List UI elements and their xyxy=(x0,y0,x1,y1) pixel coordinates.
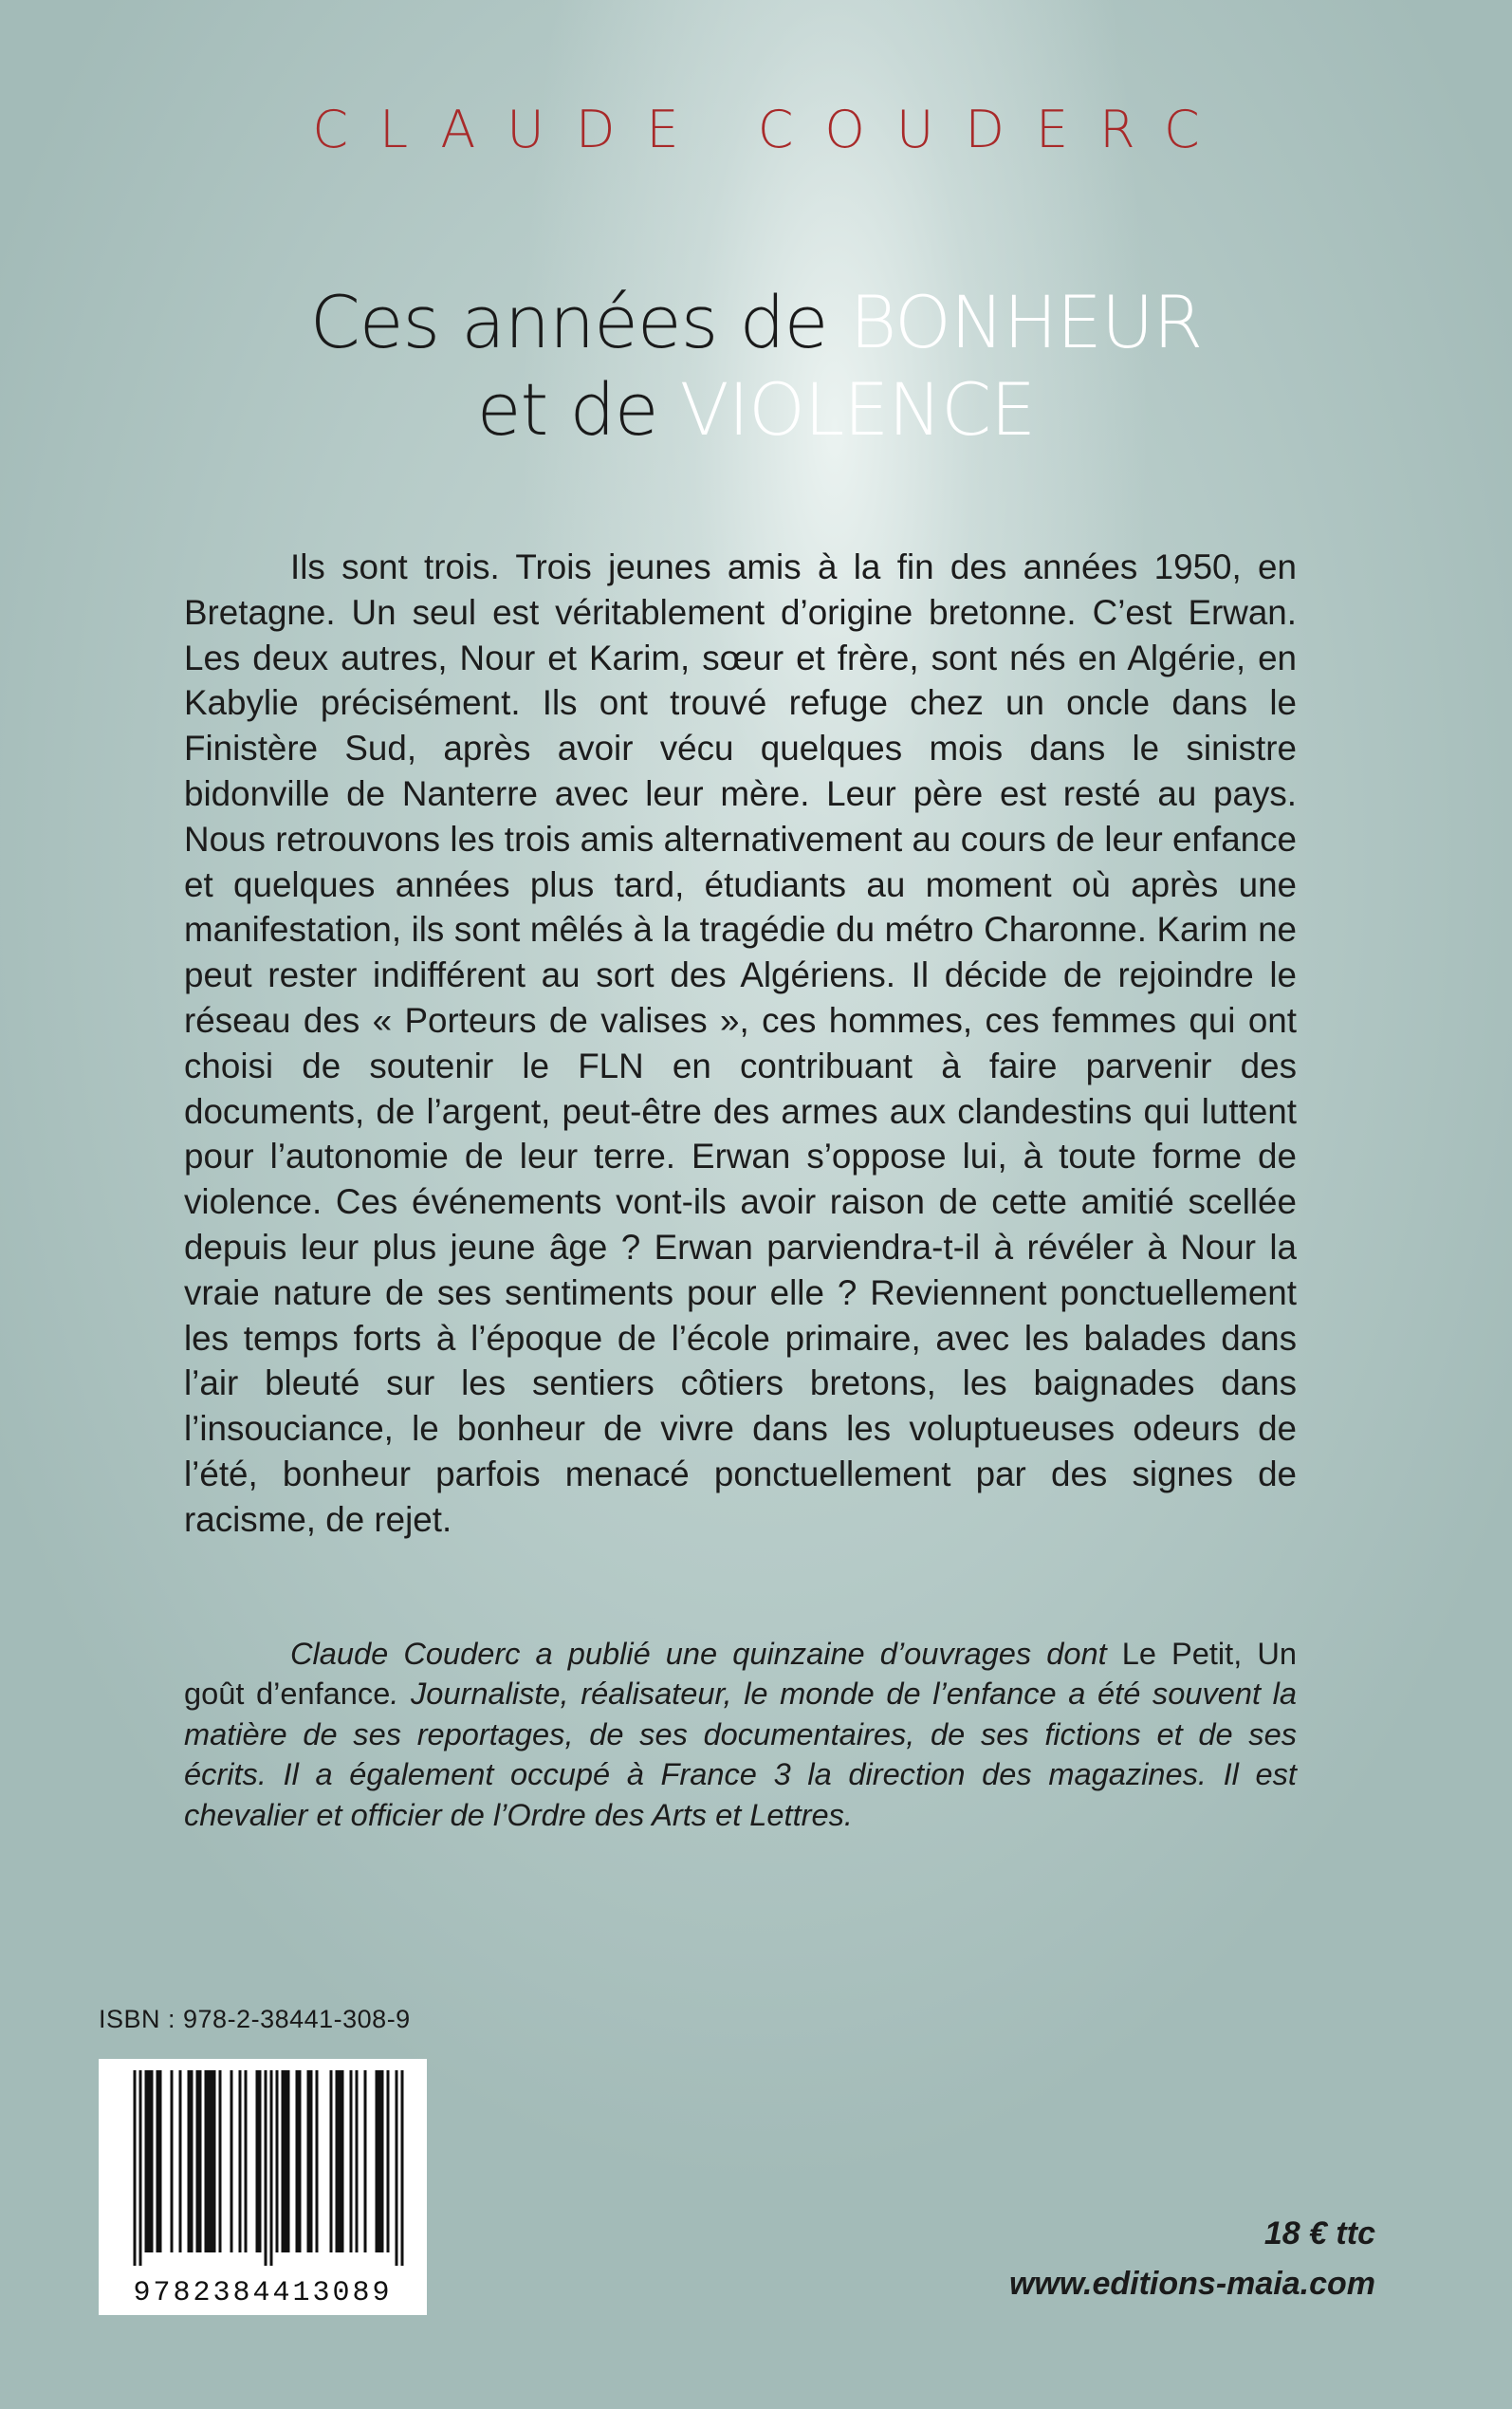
author-name: CLAUDE COUDERC xyxy=(312,100,1231,159)
title-line-1-prefix: Ces années de xyxy=(309,280,850,364)
barcode xyxy=(99,2059,427,2315)
barcode-bar xyxy=(259,2070,262,2252)
price-label: 18 € ttc xyxy=(1263,2215,1375,2251)
barcode-bar xyxy=(188,2070,191,2252)
synopsis-text: Ils sont trois. Trois jeunes amis à la fin des années 1950, en Bretagne. Un seul est véritablement d’origine bretonne. C’est Erwan. Les deux autres, Nour et Karim, sœur et frère, sont nés en Algérie, en Kabylie précisément. Ils ont trouvé refuge chez un oncle dans le Finistère Sud, après avoir vécu quelques mois dans le sinistre bidonville de Nanterre avec leur mère. Leur père est resté au pays. Nous retrouvons les trois amis alternativement au cours de leur enfance et quelques années plus tard, étudiants au moment où après une manifestation, ils sont mêlés à la tragédie du métro Charonne. Karim ne peut rester indifférent au sort des Algériens. Il décide de rejoindre le réseau des « Porteurs de valises », ces hommes, ces femmes qui ont choisi de soutenir le FLN en contribuant à faire parvenir des documents, de l’argent, peut-être des armes aux clandestins qui luttent pour l’autonomie de leur terre. Erwan s’oppose lui, à toute forme de violence. Ces événements vont-ils avoir raison de cette amitié scellée depuis leur plus jeune âge ? Erwan parviendra-t-il à révéler à Nour la vraie nature de ses sentiments pour elle ? Reviennent ponctuellement les temps forts à l’époque de l’école primaire, avec les balades dans l’air bleuté sur les sentiers côtiers bretons, les baignades dans l’insouciance, le bonheur de vivre dans les voluptueuses odeurs de l’été, bonheur parfois menacé ponctuellement par des signes de racisme, de rejet. xyxy=(184,547,1297,1539)
barcode-bar xyxy=(285,2070,287,2252)
barcode-bar xyxy=(364,2070,367,2252)
barcode-number: 9782384413089 xyxy=(133,2277,393,2309)
barcode-bar xyxy=(299,2070,302,2252)
barcode-bar xyxy=(396,2070,398,2266)
barcode-bar xyxy=(336,2070,339,2252)
bio-part-2: . Journaliste, réalisateur, le monde de l’enfance a été souvent la matière de ses reportages, de ses documentaires, de ses fictions et de ses écrits. Il a également occupé à France 3 la direction des magazines. Il est chevalier et officier de l’Ordre des Arts et Lettres. xyxy=(184,1676,1298,1832)
barcode-bar xyxy=(296,2070,299,2252)
barcode-bar xyxy=(205,2070,208,2252)
barcode-bar xyxy=(350,2070,353,2252)
barcode-bar xyxy=(381,2070,384,2252)
barcode-bar xyxy=(376,2070,378,2252)
barcode-bar xyxy=(245,2070,248,2252)
barcode-bar xyxy=(213,2070,216,2252)
barcode-bar xyxy=(219,2070,222,2252)
barcode-bar xyxy=(341,2070,344,2252)
book-title-line-2 xyxy=(0,367,1512,452)
barcode-bar xyxy=(265,2070,267,2266)
bio-part-1: Claude Couderc a publié une quinzaine d’ouvrages dont xyxy=(290,1636,1122,1671)
isbn-label: ISBN : 978-2-38441-308-9 xyxy=(99,2005,411,2033)
barcode-bar xyxy=(387,2070,390,2252)
barcode-bar xyxy=(148,2070,151,2252)
barcode-bar xyxy=(276,2070,279,2252)
barcode-bar xyxy=(287,2070,290,2252)
barcode-bar xyxy=(134,2070,137,2266)
barcode-bar xyxy=(157,2070,159,2252)
title-highlight-violence: VIOLENCE xyxy=(679,367,1036,452)
barcode-bar xyxy=(356,2070,359,2252)
barcode-bar xyxy=(171,2070,174,2252)
barcode-bar xyxy=(330,2070,333,2252)
barcode-bar xyxy=(256,2070,259,2252)
barcode-bar xyxy=(239,2070,242,2252)
barcode-bar xyxy=(159,2070,162,2252)
barcode-bar xyxy=(151,2070,154,2252)
bio-book-title: Le Petit, Un goût d’enfance xyxy=(184,1636,1298,1712)
barcode-bar xyxy=(196,2070,199,2252)
barcode-bar xyxy=(378,2070,381,2252)
title-line-2-prefix: et de xyxy=(476,367,680,452)
barcode-bar xyxy=(199,2070,202,2252)
publisher-website: www.editions-maia.com xyxy=(1008,2266,1375,2302)
title-highlight-bonheur: BONHEUR xyxy=(849,280,1203,364)
barcode-bar xyxy=(339,2070,341,2252)
barcode-bar xyxy=(307,2070,310,2252)
barcode-bar xyxy=(401,2070,404,2266)
barcode-bar xyxy=(179,2070,182,2252)
author-bio xyxy=(184,1634,1297,1835)
barcode-bar xyxy=(208,2070,211,2252)
barcode-bar xyxy=(211,2070,213,2252)
barcode-bar xyxy=(191,2070,194,2252)
barcode-bar xyxy=(282,2070,285,2252)
barcode-bar xyxy=(230,2070,233,2252)
barcode-bar xyxy=(310,2070,313,2252)
barcode-bar xyxy=(270,2070,273,2266)
book-title-line-1 xyxy=(0,280,1512,364)
barcode-bars-icon xyxy=(99,2059,427,2273)
barcode-bar xyxy=(139,2070,142,2266)
barcode-bar xyxy=(145,2070,148,2252)
barcode-bar xyxy=(316,2070,319,2252)
